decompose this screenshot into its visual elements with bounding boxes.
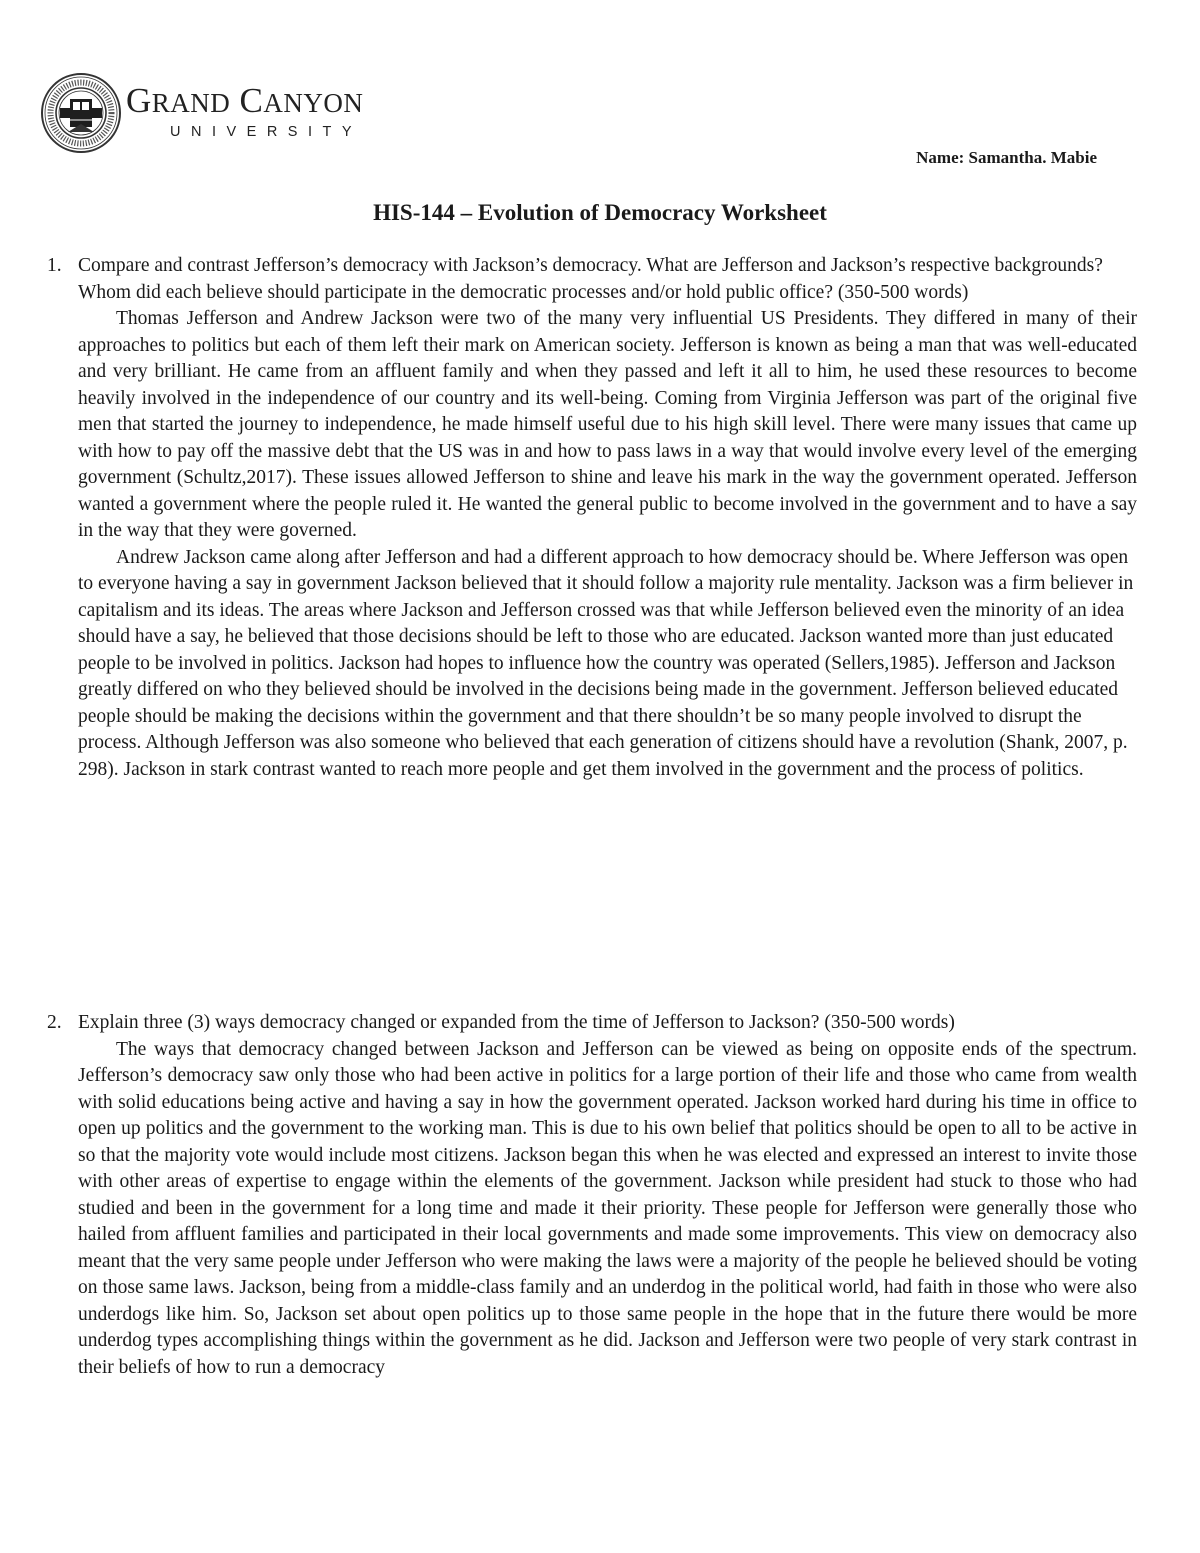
question-prompt: Explain three (3) ways democracy changed or expanded from the time of Jefferson to Jackson? (350-500 words) [78,1012,955,1033]
answer-paragraph: The ways that democracy changed between Jackson and Jefferson can be viewed as being on opposite ends of the spectrum. Jefferson’s democracy saw only those who had been active in politics for a large portion of their life and those who came from wealth with solid educations being active and having a say in how the government operated. Jackson worked hard during his time in office to open up politics and the government to the working man. This is due to his own belief that politics should be open to all to be active in so that the majority vote would include most citizens. Jackson began this when he was elected and expressed an interest to invite those with other areas of expertise to engage within the elements of the government. Jackson while president had stuck to those who had studied and been in the government for a long time and made it their priority. These people for Jefferson were generally those who hailed from affluent families and participated in their local governments and made some improvements. This view on democracy also meant that the very same people under Jefferson who were making the laws were a majority of the people he believed should be voting on those same laws. Jackson, being from a middle-class family and an underdog in the political world, had faith in those who were also underdogs like him. So, Jackson set about open politics up to those same people in the hope that in the future there would be more underdog types accomplishing things within the government as he did. Jackson and Jefferson were two people of very stark contrast in their beliefs of how to run a democracy [78,1038,1137,1378]
answer-paragraph: Thomas Jefferson and Andrew Jackson were two of the many very influential US Presidents. They differed in many of their approaches to politics but each of them left their mark on American society. Jefferson is known as being a man that was well-educated and very brilliant. He came from an affluent family and when they passed and left it all to him, he used these resources to become heavily involved in the independence of our country and its well-being. Coming from Virginia Jefferson was part of the original five men that started the journey to independence, he made himself useful due to his high skill level. There were many issues that came up with how to pay off the massive debt that the US was in and how to pass laws in a way that would involve every level of the emerging government (Schultz,2017). These issues allowed Jefferson to shine and leave his mark in the way the government operated. Jefferson wanted a government where the people ruled it. He wanted the general public to become involved in the government and to have a say in the way that they were governed. [78,308,1137,541]
question-prompt: Compare and contrast Jefferson’s democracy with Jackson’s democracy. What are Jefferson and Jackson’s respective backgrounds? Whom did each believe should participate in the democratic processes and/or hold public office? (350-500 words) [78,255,1103,303]
logo-wordmark: GRAND CANYON [126,80,364,120]
student-name: Name: Samantha. Mabie [916,148,1097,167]
question-number: 1. [47,255,62,276]
answer-paragraph: Andrew Jackson came along after Jefferson and had a different approach to how democracy should be. Where Jefferson was open to everyone having a say in government Jackson believed that it should follow a majority rule mentality. Jackson was a firm believer in capitalism and its ideas. The areas where Jackson and Jefferson crossed was that while Jefferson believed even the minority of an idea should have a say, he believed that those decisions should be left to those who are educated. Jackson wanted more than just educated people to be involved in politics. Jackson had hopes to influence how the country was operated (Sellers,1985). Jefferson and Jackson greatly differed on who they believed should be involved in the decisions being made in the government. Jefferson believed educated people should be making the decisions within the government and that there shouldn’t be so many people involved to disrupt the process. Although Jefferson was also someone who believed that each generation of citizens should have a revolution (Shank, 2007, p. 298). Jackson in stark contrast wanted to reach more people and get them involved in the government and the process of politics. [78,546,1134,780]
question-2 [47,1010,1137,1381]
university-logo [40,72,363,154]
logo-subtitle: UNIVERSITY [170,123,363,140]
question-1 [47,253,1137,783]
university-seal-icon [40,72,122,154]
page-title: HIS-144 – Evolution of Democracy Worksheet [373,200,827,225]
question-number: 2. [47,1012,62,1033]
